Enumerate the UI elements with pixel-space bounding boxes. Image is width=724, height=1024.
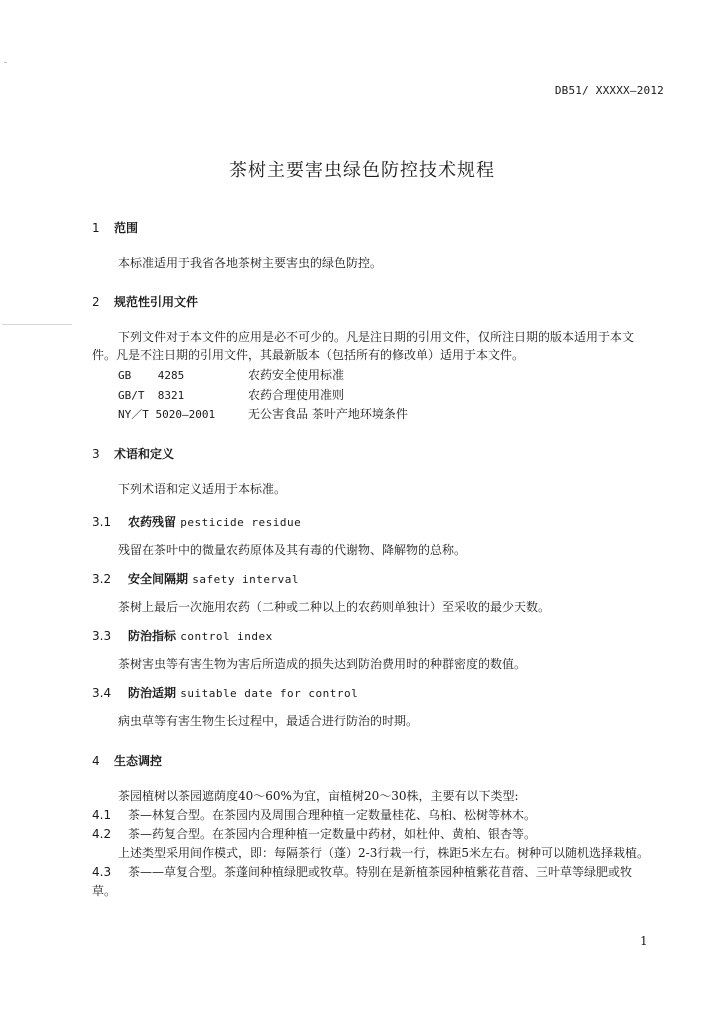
term-number: 3.3 [92, 629, 112, 643]
term-en: pesticide residue [180, 516, 302, 529]
term-cn: 安全间隔期 [128, 572, 189, 586]
section-2-heading [92, 293, 198, 310]
section-title: 规范性引用文件 [114, 295, 199, 309]
term-3-2-definition: 茶树上最后一次施用农药（二种或二种以上的农药则单独计）至采收的最少天数。 [118, 600, 551, 614]
reference-code: GB 4285 [118, 369, 185, 382]
section-title: 范围 [114, 221, 139, 235]
list-item [92, 806, 536, 824]
section-1-body: 本标准适用于我省各地茶树主要害虫的绿色防控。 [118, 256, 383, 270]
list-item [92, 863, 632, 881]
page-number: 1 [640, 934, 648, 948]
reference-name: 农药安全使用标准 [248, 368, 345, 382]
scan-speck [4, 62, 7, 63]
section-title: 生态调控 [114, 754, 163, 768]
term-3-1-definition: 残留在茶叶中的微量农药原体及其有毒的代谢物、降解物的总称。 [118, 543, 467, 557]
term-3-3-definition: 茶树害虫等有害生物为害后所造成的损失达到防治费用时的种群密度的数值。 [118, 657, 527, 671]
term-number: 3.4 [92, 686, 112, 700]
section-4-intro: 茶园植树以茶园遮荫度40～60%为宜，亩植树20～30株，主要有以下类型: [118, 789, 519, 803]
term-3-1-heading [92, 513, 301, 530]
term-en: suitable date for control [180, 687, 359, 700]
term-cn: 农药残留 [128, 515, 177, 529]
section-title: 术语和定义 [114, 447, 175, 461]
reference-name: 农药合理使用准则 [248, 388, 345, 402]
term-number: 3.2 [92, 572, 112, 586]
reference-row [118, 386, 344, 405]
term-3-2-heading [92, 570, 299, 587]
scan-line [2, 324, 72, 325]
item-text: 茶—药复合型。在茶园内合理种植一定数量中药材，如杜仲、黄柏、银杏等。 [128, 827, 537, 841]
section-4-heading [92, 752, 162, 769]
section-1-heading [92, 219, 138, 236]
reference-row [118, 366, 344, 385]
document-code: DB51/ XXXXX—2012 [554, 84, 664, 97]
term-number: 3.1 [92, 515, 112, 529]
document-title: 茶树主要害虫绿色防控技术规程 [229, 160, 495, 181]
term-3-4-heading [92, 684, 358, 701]
term-3-4-definition: 病虫草等有害生物生长过程中，最适合进行防治的时期。 [118, 714, 419, 728]
item-number: 4.3 [92, 865, 112, 879]
reference-name: 无公害食品 茶叶产地环境条件 [248, 407, 408, 421]
section-4-note: 上述类型采用间作模式，即：每隔茶行（蓬）2-3行栽一行，株距5米左右。树种可以随机选择栽植。 [118, 846, 649, 860]
item-number: 4.2 [92, 827, 112, 841]
section-3-heading [92, 445, 174, 462]
section-number: 2 [92, 295, 100, 309]
term-en: safety interval [192, 573, 300, 586]
term-en: control index [180, 630, 273, 643]
item-text: 茶—林复合型。在茶园内及周围合理种植一定数量桂花、乌桕、松树等林木。 [128, 808, 537, 822]
reference-row [118, 405, 408, 424]
section-2-body-line2: 件。凡是不注日期的引用文件，其最新版本（包括所有的修改单）适用于本文件。 [92, 348, 525, 362]
item-number: 4.1 [92, 808, 112, 822]
item-text: 茶——草复合型。茶蓬间种植绿肥或牧草。特别在是新植茶园种植紫花苜蓿、三叶草等绿肥或牧 [128, 865, 633, 879]
term-cn: 防治适期 [128, 686, 177, 700]
section-number: 3 [92, 447, 100, 461]
reference-code: NY／T 5020—2001 [118, 408, 216, 421]
section-2-body-line1: 下列文件对于本文件的应用是必不可少的。凡是注日期的引用文件，仅所注日期的版本适用于本文 [118, 330, 635, 344]
reference-code: GB/T 8321 [118, 389, 185, 402]
term-cn: 防治指标 [128, 629, 177, 643]
section-number: 4 [92, 754, 100, 768]
item-continuation: 草。 [92, 884, 117, 898]
section-3-body: 下列术语和定义适用于本标准。 [118, 482, 287, 496]
section-number: 1 [92, 221, 100, 235]
term-3-3-heading [92, 627, 273, 644]
list-item [92, 825, 536, 843]
